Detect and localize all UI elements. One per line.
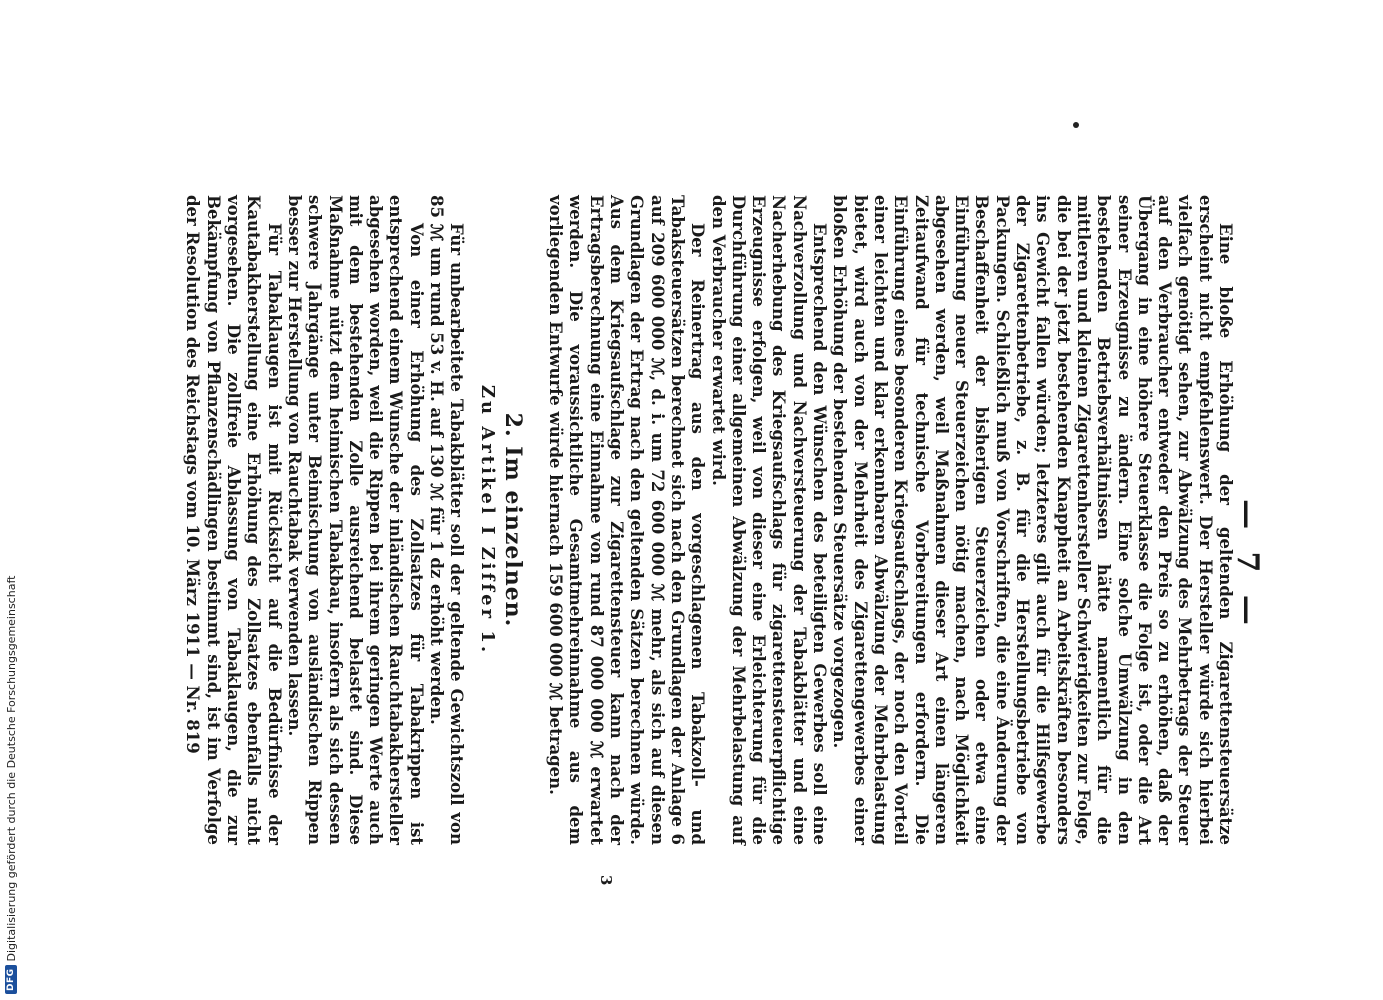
footer-text: Digitalisierung gefördert durch die Deutsche Forschungsgemeinschaft <box>4 575 18 962</box>
page-number: — 7 — <box>1230 499 1265 631</box>
dfg-logo-icon: DFG <box>5 965 17 994</box>
document-body <box>182 195 1235 845</box>
rotated-document-page <box>165 195 1265 905</box>
paragraph-tobacco-lye: Für Tabaklaugen ist mit Rücksicht auf die Bedürfnisse der Kautabakherstellung eine Erhöhung des Zollsatzes ebenfalls nicht vorgesehen. Die zollfreie Ablassung von Tabaklaugen, die zur Bekämpfung von Pflanzenschädlingen bestimmt sind, ist im Verfolge der Resolution des Reichstags vom 10. März 1911 — Nr. 819 <box>183 195 284 845</box>
paragraph-revenue: Der Reinertrag aus den vorgeschlagenen Tabakzoll- und Tabaksteuersätzen berechnet sich nach den Grundlagen der Anlage 6 auf 209 600 000 ℳ, d. i. um 72 600 000 ℳ mehr, als sich auf diesen Grundlagen der Ertrag nach den geltenden Sätzen berechnen würde. Aus dem Kriegsaufschlage zur Zigarettensteuer kann nach der Ertragsberechnung eine Einnahme von rund 87 000 000 ℳ erwartet werden. Die voraussichtliche Gesamtmehreinnahme aus dem vorliegenden Entwurfe würde hiernach 159 600 000 ℳ betragen. <box>546 195 708 845</box>
section-heading: 2. Im einzelnen. <box>499 412 526 628</box>
digitization-footer <box>0 0 22 1000</box>
paragraph-cigarette-tax: Eine bloße Erhöhung der geltenden Zigarettensteuersätze erscheint nicht empfehlenswert. Der Hersteller würde sich hierbei vielfach genötigt sehen, zur Abwälzung des Mehrbetrags der Steuer auf den Verbraucher entweder den Preis so zu erhöhen, daß der Übergang in eine höhere Steuerklasse die Folge ist, oder die Art seiner Erzeugnisse zu ändern. Eine solche Umwälzung in den bestehenden Betriebsverhältnissen hätte namentlich für die mittleren und kleinen Zigarettenhersteller Schwierigkeiten zur Folge, die bei der jetzt bestehenden Knappheit an Arbeitskräften besonders ins Gewicht fallen würden; letzteres gilt auch für die Hilfsgewerbe der Zigarettenbetriebe, z. B. für die Herstellungsbetriebe von Packungen. Schließlich muß von Vorschriften, die eine Änderung der Beschaffenheit der bisherigen Steuerzeichen oder etwa eine Einführung neuer Steuerzeichen nötig machen, nach Möglichkeit abgesehen werden, weil Maßnahmen dieser Art einen längeren Zeitaufwand für technische Vorbereitungen erfordern. Die Einführung eines besonderen Kriegsaufschlags, der noch den Vorteil einer leichten und klar erkennbaren Abwälzung der Mehrbelastung bietet, wird auch von der Mehrheit des Zigarettengewerbes einer bloßen Erhöhung der bestehenden Steuersätze vorgezogen. <box>830 195 1235 845</box>
paragraph-tobacco-ribs: Von einer Erhöhung des Zollsatzes für Tabakrippen ist entsprechend einem Wunsche der inländischen Rauchtabakhersteller abgesehen worden, weil die Rippen bei ihrem geringen Werte auch mit dem bestehenden Zolle ausreichend belastet sind. Diese Maßnahme nützt dem heimischen Tabakbau, insofern als sich dessen schwere Jahrgänge unter Beimischung von ausländischen Rippen besser zur Herstellung von Rauchtabak verwenden lassen. <box>284 195 426 845</box>
paragraph-trade-wishes: Entsprechend den Wünschen des beteiligten Gewerbes soll eine Nachverzollung und Nachversteuerung der Tabakblätter und eine Nacherhebung des Kriegsaufschlags für zigarettensteuerpflichtige Erzeugnisse erfolgen, weil von dieser eine Erleichterung für die Durchführung einer allgemeinen Abwälzung der Mehrbelastung auf den Verbraucher erwartet wird. <box>708 195 830 845</box>
scan-dot <box>1073 122 1079 128</box>
article-subheading: Zu Artikel I Ziffer 1. <box>476 384 498 656</box>
signature-mark: 3 <box>597 875 615 886</box>
paragraph-tobacco-leaves: Für unbearbeitete Tabakblätter soll der geltende Gewichtszoll von 85 ℳ um rund 53 v. H. auf 130 ℳ für 1 dz erhöht werden. <box>427 195 467 845</box>
